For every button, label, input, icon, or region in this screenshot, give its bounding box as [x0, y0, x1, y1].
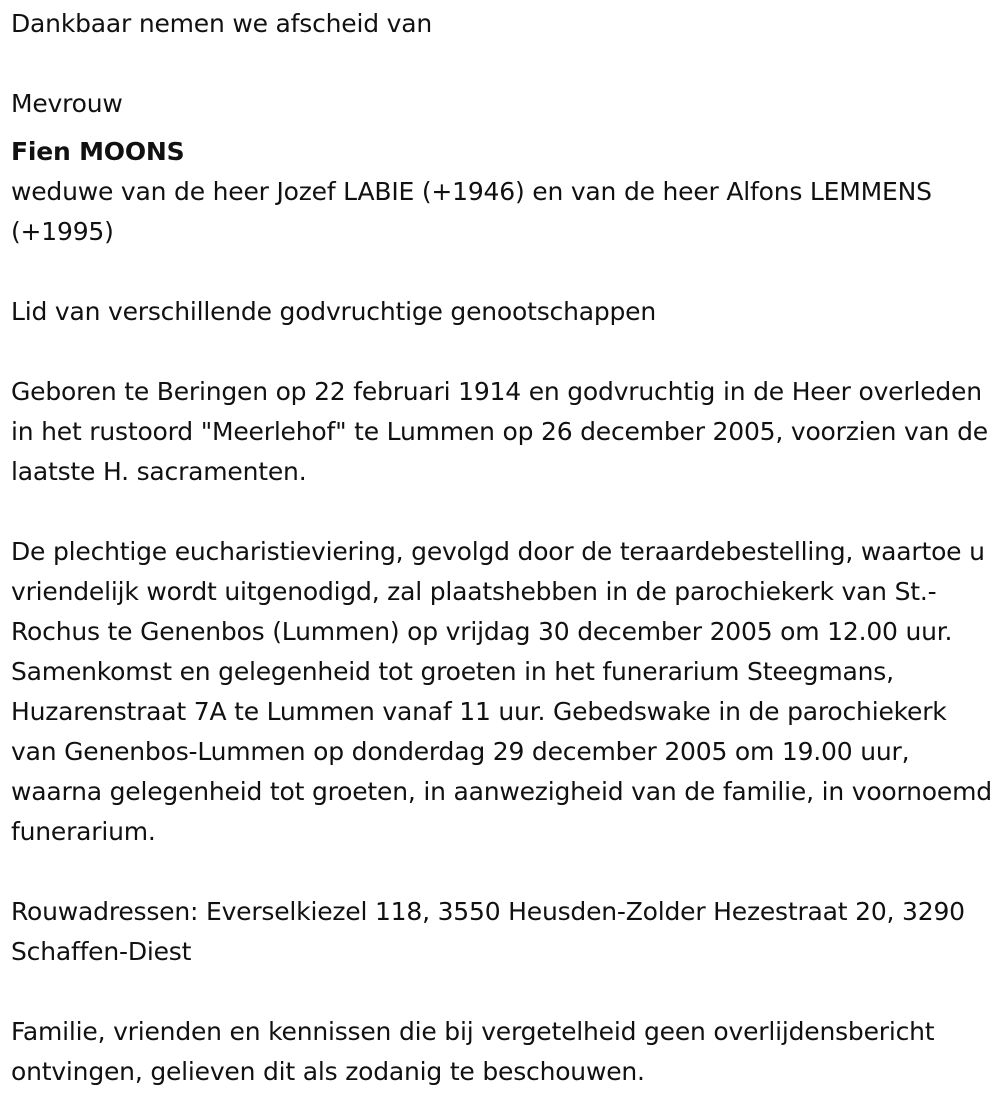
ceremony-paragraph: De plechtige eucharistieviering, gevolgd door de teraardebestelling, waartoe u vriendelijk wordt uitgenodigd, zal plaatshebben in de parochiekerk van St.-Rochus te Genenbos (Lummen) op vrijdag 30 december 2005 om 12.00 uur. Samenkomst en gelegenheid tot groeten in het funerarium Steegmans, Huzarenstraat 7A te Lummen vanaf 11 uur. Gebedswake in de parochiekerk van Genenbos-Lummen op donderdag 29 december 2005 om 19.00 uur, waarna gelegenheid tot groeten, in aanwezigheid van de familie, in voornoemd funerarium.	[11, 537, 992, 846]
spacer	[11, 492, 996, 532]
addresses-paragraph: Rouwadressen: Everselkiezel 118, 3550 Heusden-Zolder Hezestraat 20, 3290 Schaffen-Diest	[11, 897, 965, 966]
deceased-name: Fien MOONS	[11, 137, 185, 166]
spacer	[11, 252, 996, 292]
spacer	[11, 972, 996, 1012]
spacer	[11, 124, 996, 132]
salutation: Mevrouw	[11, 89, 123, 118]
relation-text: weduwe van de heer Jozef LABIE (+1946) en van de heer Alfons LEMMENS (+1995)	[11, 177, 932, 246]
spacer	[11, 44, 996, 84]
spacer	[11, 852, 996, 892]
obituary-notice	[11, 4, 996, 1092]
spacer	[11, 332, 996, 372]
membership-text: Lid van verschillende godvruchtige genootschappen	[11, 297, 656, 326]
intro-line: Dankbaar nemen we afscheid van	[11, 9, 432, 38]
birth-death-paragraph: Geboren te Beringen op 22 februari 1914 en godvruchtig in de Heer overleden in het rustoord "Meerlehof" te Lummen op 26 december 2005, voorzien van de laatste H. sacramenten.	[11, 377, 988, 486]
closing-paragraph: Familie, vrienden en kennissen die bij vergetelheid geen overlijdensbericht ontvingen, gelieven dit als zodanig te beschouwen.	[11, 1017, 935, 1086]
